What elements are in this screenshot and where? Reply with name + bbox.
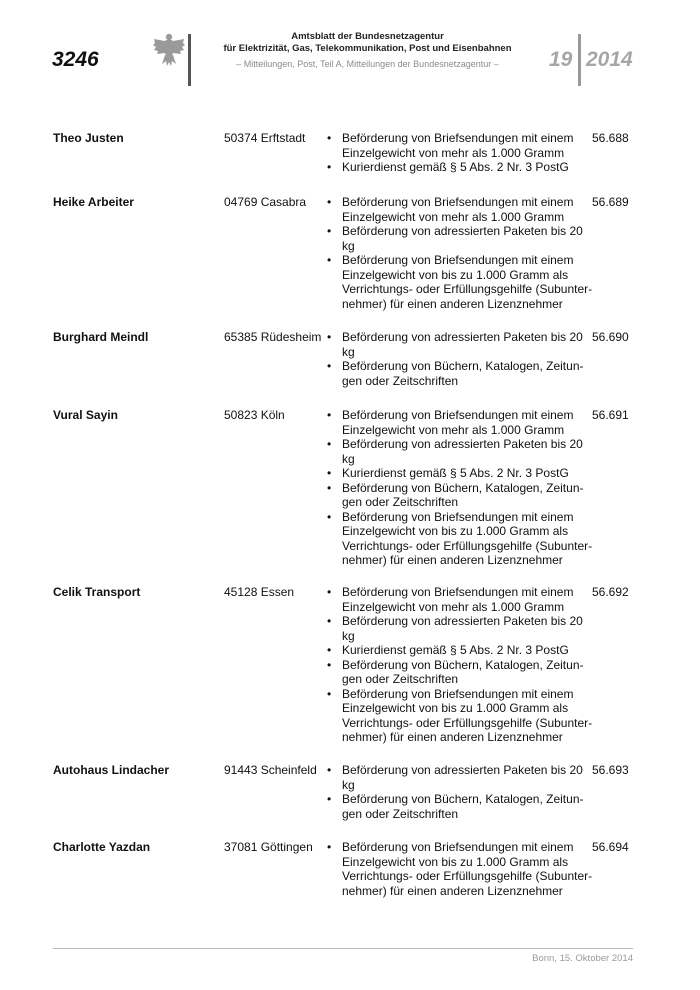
issue-number: 19: [549, 48, 573, 71]
service-item: • Beförderung von adressierten Paketen bis 20 kg: [342, 224, 594, 253]
entry-number: 56.693: [592, 763, 629, 777]
issue-year: 2014: [586, 48, 633, 71]
service-item: • Beförderung von Büchern, Katalogen, Zeitun-gen oder Zeitschriften: [342, 481, 594, 510]
journal-title-line1: Amtsblatt der Bundesnetzagentur: [291, 31, 444, 42]
journal-title-line2: für Elektrizität, Gas, Telekommunikation, Post und Eisenbahnen: [223, 42, 512, 54]
journal-title: [200, 31, 535, 54]
service-item: • Beförderung von Briefsendungen mit einem Einzelgewicht von bis zu 1.000 Gramm als Verrichtungs- oder Erfüllungsgehilfe (Subunter-nehmer) für einen anderen Lizenznehmer: [342, 687, 594, 745]
entry-place: 91443 Scheinfeld: [224, 763, 317, 777]
service-item: • Beförderung von Büchern, Katalogen, Zeitun-gen oder Zeitschriften: [342, 658, 594, 687]
entry-name: Celik Transport: [53, 585, 141, 599]
entry-services: [342, 408, 594, 568]
entry-services: [342, 131, 594, 175]
entry-place: 50374 Erftstadt: [224, 131, 306, 145]
service-item: • Beförderung von adressierten Paketen bis 20 kg: [342, 330, 594, 359]
entry-number: 56.690: [592, 330, 629, 344]
issue-divider: [578, 34, 581, 86]
service-item: • Beförderung von adressierten Paketen bis 20 kg: [342, 437, 594, 466]
entry-name: Autohaus Lindacher: [53, 763, 170, 777]
entry-services: [342, 840, 594, 898]
service-item: • Beförderung von Briefsendungen mit einem Einzelgewicht von bis zu 1.000 Gramm als Verrichtungs- oder Erfüllungsgehilfe (Subunter-nehmer) für einen anderen Lizenznehmer: [342, 840, 594, 898]
service-item: • Beförderung von Briefsendungen mit einem Einzelgewicht von mehr als 1.000 Gramm: [342, 131, 594, 160]
entry-services: [342, 330, 594, 388]
service-item: • Kurierdienst gemäß § 5 Abs. 2 Nr. 3 PostG: [342, 466, 594, 481]
entry-number: 56.692: [592, 585, 629, 599]
entry-services: [342, 195, 594, 311]
entry-services: [342, 763, 594, 821]
service-item: • Beförderung von Briefsendungen mit einem Einzelgewicht von mehr als 1.000 Gramm: [342, 585, 594, 614]
service-item: • Beförderung von Briefsendungen mit einem Einzelgewicht von mehr als 1.000 Gramm: [342, 195, 594, 224]
entry-number: 56.689: [592, 195, 629, 209]
service-item: • Beförderung von adressierten Paketen bis 20 kg: [342, 763, 594, 792]
service-item: • Kurierdienst gemäß § 5 Abs. 2 Nr. 3 PostG: [342, 160, 594, 175]
entry-name: Charlotte Yazdan: [53, 840, 151, 854]
entry-name: Vural Sayin: [53, 408, 118, 422]
footer-date: Bonn, 15. Oktober 2014: [532, 953, 633, 964]
entry-number: 56.694: [592, 840, 629, 854]
service-item: • Kurierdienst gemäß § 5 Abs. 2 Nr. 3 PostG: [342, 643, 594, 658]
service-item: • Beförderung von adressierten Paketen bis 20 kg: [342, 614, 594, 643]
journal-subtitle: – Mitteilungen, Post, Teil A, Mitteilungen der Bundesnetzagentur –: [236, 59, 499, 69]
entry-place: 37081 Göttingen: [224, 840, 313, 854]
entry-place: 04769 Casabra: [224, 195, 307, 209]
service-item: • Beförderung von Briefsendungen mit einem Einzelgewicht von mehr als 1.000 Gramm: [342, 408, 594, 437]
page-number: 3246: [52, 48, 99, 71]
entry-number: 56.691: [592, 408, 629, 422]
entry-services: [342, 585, 594, 745]
entry-place: 65385 Rüdesheim: [224, 330, 322, 344]
entry-number: 56.688: [592, 131, 629, 145]
service-item: • Beförderung von Briefsendungen mit einem Einzelgewicht von bis zu 1.000 Gramm als Verrichtungs- oder Erfüllungsgehilfe (Subunter-nehmer) für einen anderen Lizenznehmer: [342, 253, 594, 311]
service-item: • Beförderung von Büchern, Katalogen, Zeitun-gen oder Zeitschriften: [342, 792, 594, 821]
entry-name: Burghard Meindl: [53, 330, 149, 344]
footer-divider: [53, 948, 633, 949]
entry-name: Heike Arbeiter: [53, 195, 134, 209]
service-item: • Beförderung von Briefsendungen mit einem Einzelgewicht von bis zu 1.000 Gramm als Verrichtungs- oder Erfüllungsgehilfe (Subunter-nehmer) für einen anderen Lizenznehmer: [342, 510, 594, 568]
service-item: • Beförderung von Büchern, Katalogen, Zeitun-gen oder Zeitschriften: [342, 359, 594, 388]
entry-name: Theo Justen: [53, 131, 124, 145]
federal-eagle-icon: [152, 31, 186, 69]
header-divider: [188, 34, 191, 86]
entry-place: 45128 Essen: [224, 585, 295, 599]
entry-place: 50823 Köln: [224, 408, 285, 422]
